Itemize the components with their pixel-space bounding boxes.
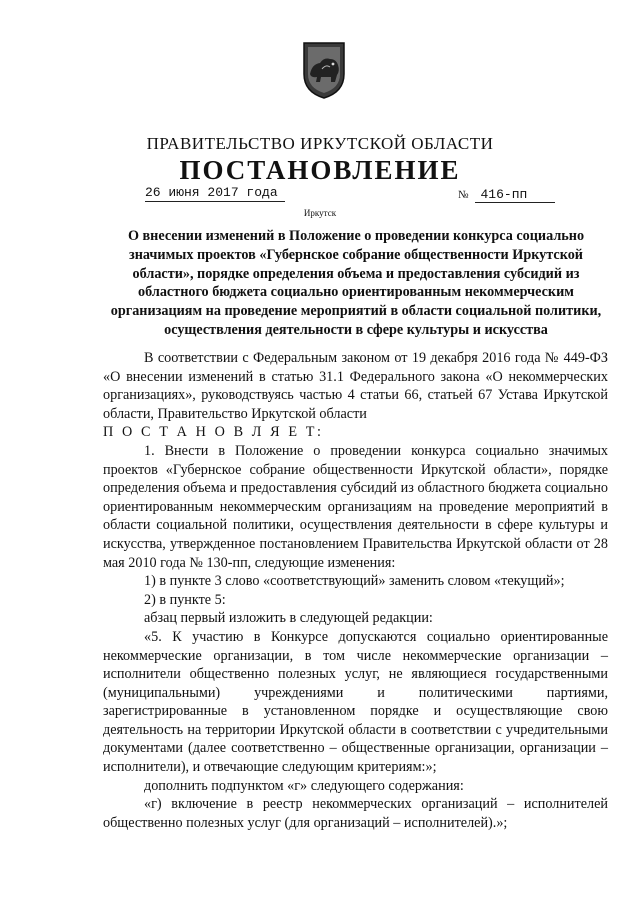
paragraph-6: дополнить подпунктом «г» следующего содержания:: [144, 777, 464, 794]
document-date: 26 июня 2017 года: [145, 185, 285, 202]
paragraph-3: 2) в пункте 5:: [144, 591, 226, 608]
document-number-block: [458, 187, 555, 203]
preamble-paragraph: В соответствии с Федеральным законом от 19 декабря 2016 года № 449-ФЗ «О внесении изменений в статью 31.1 Федерального закона «О некоммерческих организациях», руководствуясь частью 4 статьи 66, статьей 67 Устава Иркутской области, Правительство Иркутской области: [103, 350, 608, 422]
paragraph-7: «г) включение в реестр некоммерческих организаций – исполнителей общественно полезных услуг (для организаций – исполнителей).»;: [103, 796, 608, 831]
document-number: 416-пп: [475, 187, 555, 203]
city-name: Иркутск: [303, 208, 337, 218]
document-title: О внесении изменений в Положение о проведении конкурса социально значимых проектов «Губернское собрание общественности Иркутской области», порядке определения объема и предоставления субсидий из областного бюджета социально ориентированным некоммерческим организациям на проведение мероприятий в области социальной политики, осуществления деятельности в сфере культуры и искусства: [110, 228, 602, 338]
paragraph-1: 1. Внести в Положение о проведении конкурса социально значимых проектов «Губернское собрание общественности Иркутской области», порядке определения объема и предоставления субсидий из областного бюджета социально ориентированным некоммерческим организациям на проведение мероприятий в области социальной политики, осуществления деятельности в сфере культуры и искусства, утвержденное постановлением Правительства Иркутской области от 28 мая 2010 года № 130-пп, следующие изменения:: [103, 442, 608, 571]
resolves-heading: П О С Т А Н О В Л Я Е Т:: [103, 424, 324, 441]
paragraph-4: абзац первый изложить в следующей редакции:: [144, 610, 433, 627]
organization-name: ПРАВИТЕЛЬСТВО ИРКУТСКОЙ ОБЛАСТИ: [146, 134, 494, 153]
number-sign: №: [458, 189, 469, 201]
document-type: ПОСТАНОВЛЕНИЕ: [179, 155, 461, 185]
document-body: [103, 349, 608, 832]
paragraph-2: 1) в пункте 3 слово «соответствующий» заменить словом «текущий»;: [144, 573, 565, 590]
paragraph-5: «5. К участию в Конкурсе допускаются социально ориентированные некоммерческие организации, в том числе некоммерческие организации – исполнители общественно полезных услуг, не являющиеся государственными (муниципальными) учреждениями и политическими партиями, зарегистрированные в установленном порядке и осуществляющие свою деятельность на территории Иркутской области в соответствии с учредительными документами (далее соответственно – общественные организации, организации – исполнители), и отвечающие следующим критериям:»;: [103, 628, 608, 776]
irkutsk-coat-of-arms-icon: [300, 40, 348, 100]
